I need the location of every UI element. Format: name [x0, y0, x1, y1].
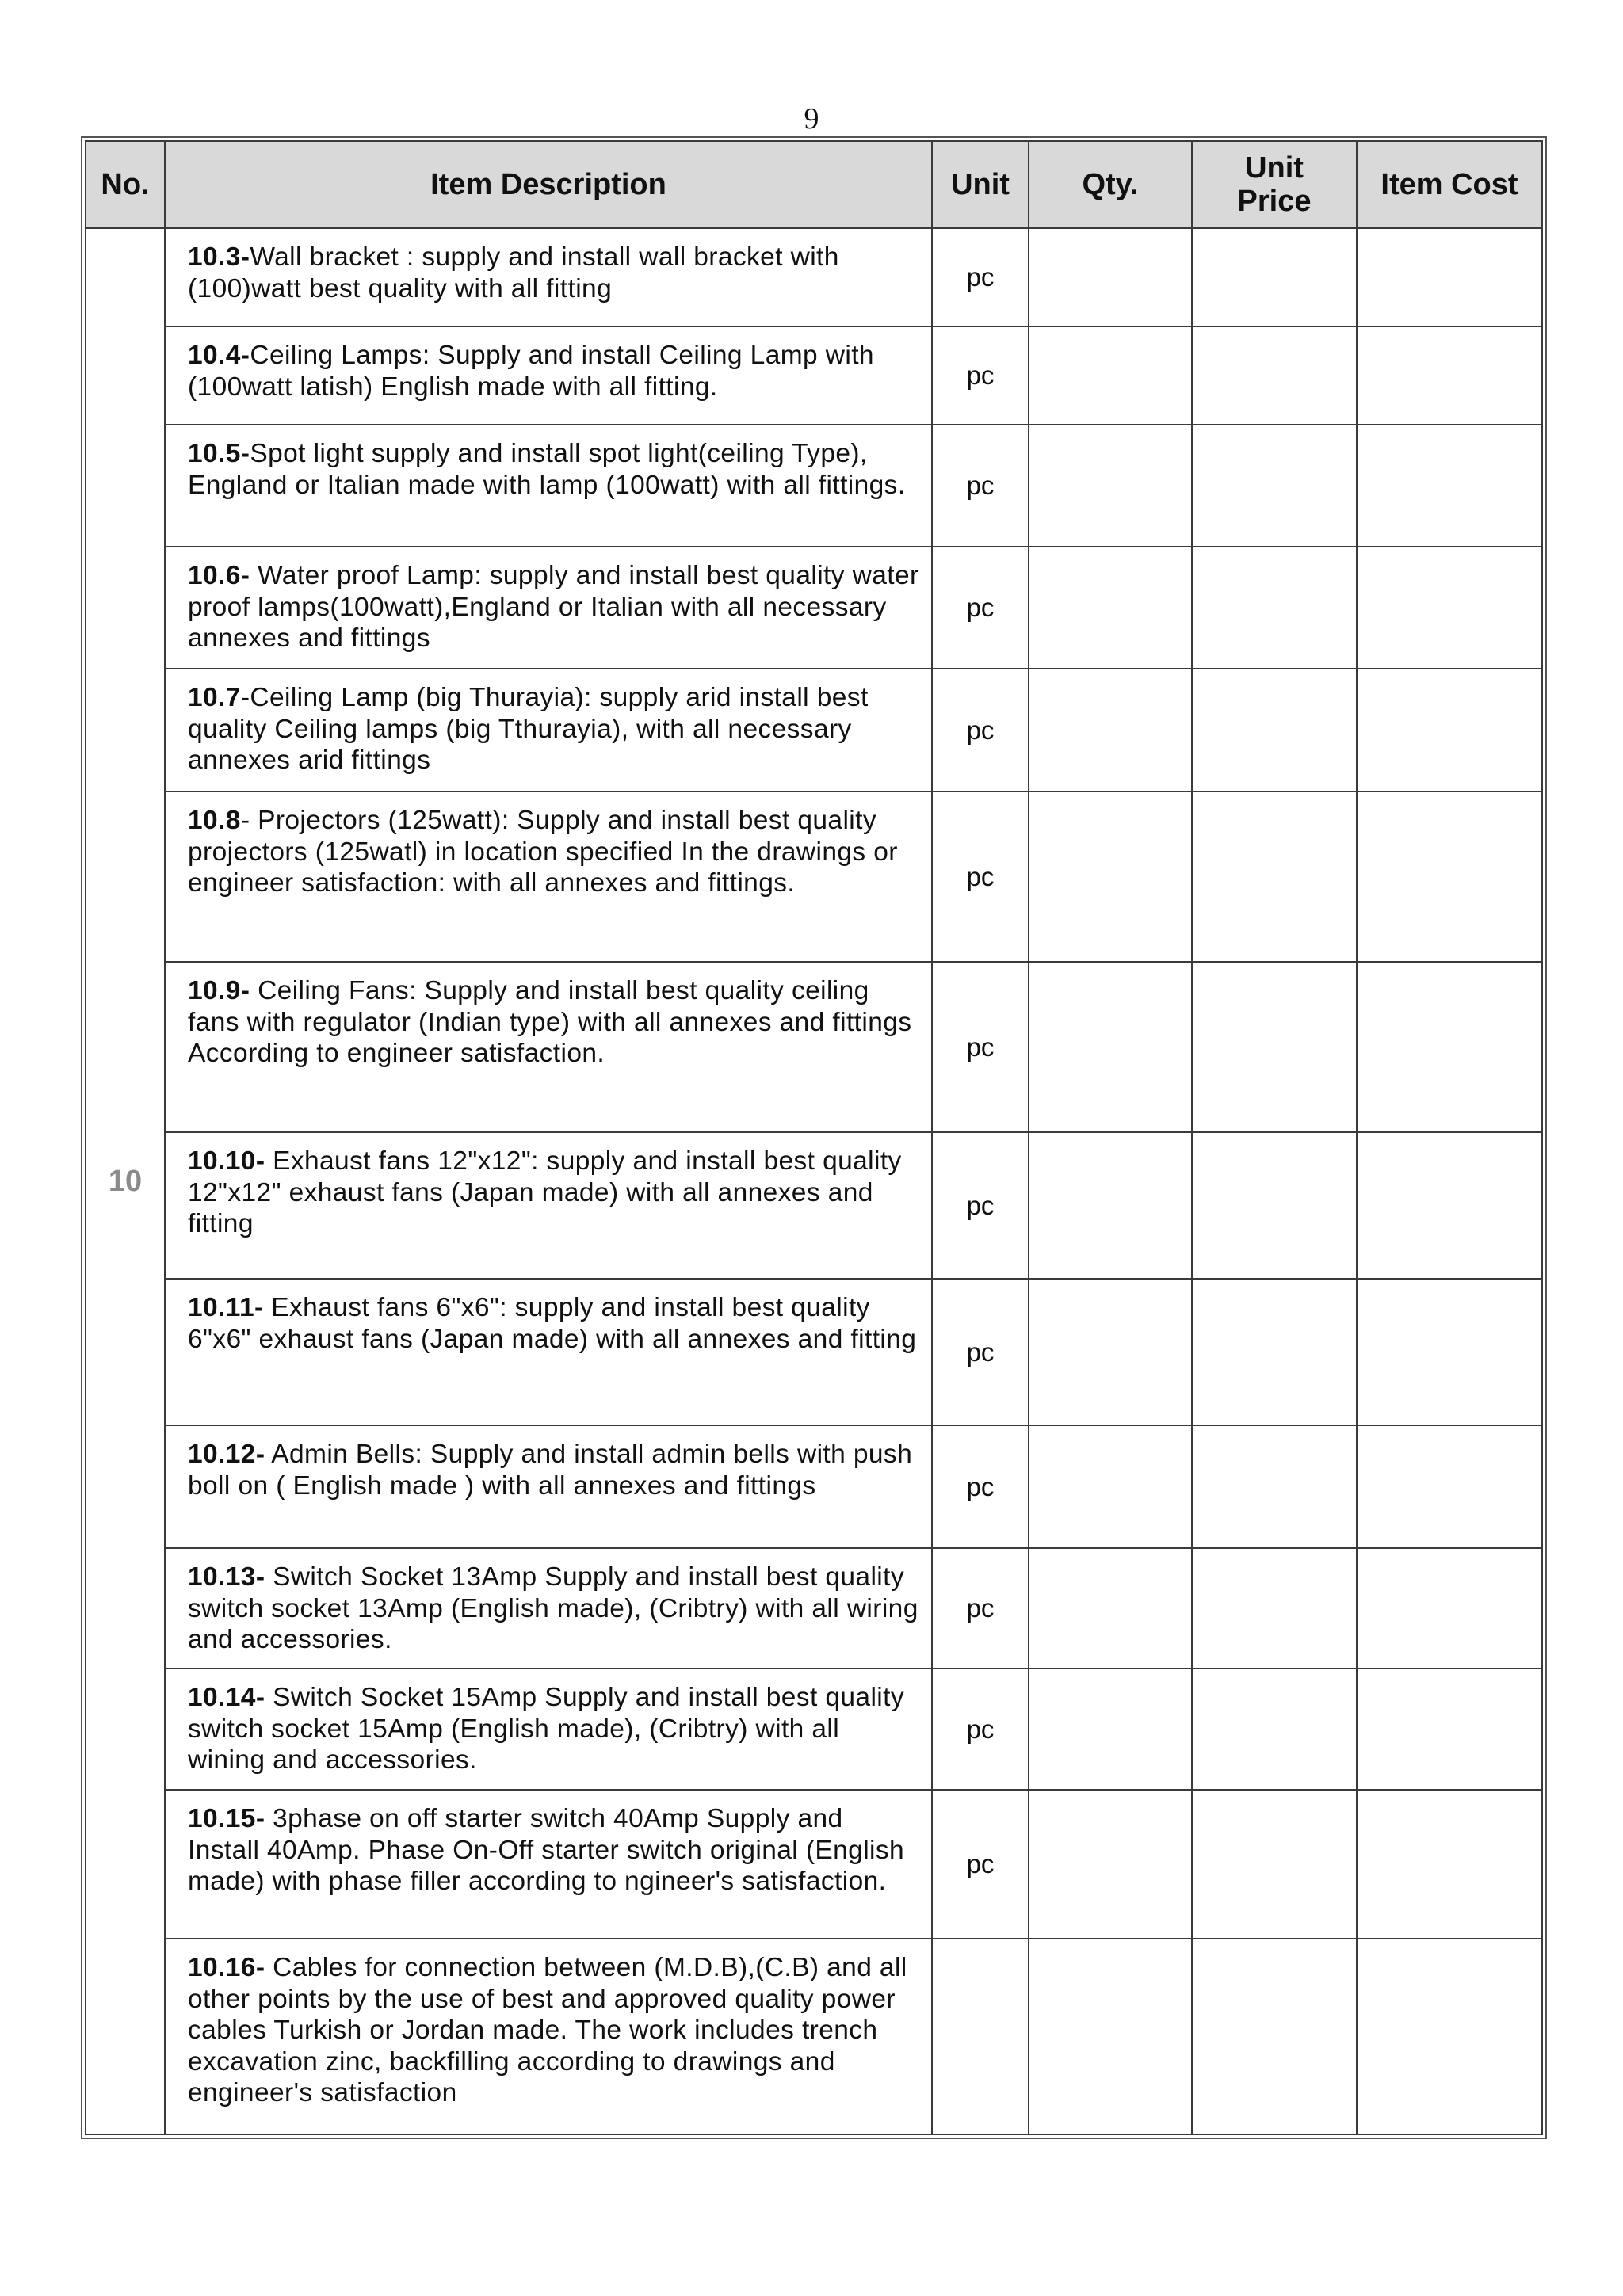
item-description	[165, 962, 932, 1132]
table-row	[86, 1548, 1542, 1669]
item-cost-cell	[1357, 669, 1542, 791]
item-cost-cell	[1357, 1939, 1542, 2134]
item-cost-cell	[1357, 547, 1542, 669]
unit-price-cell	[1192, 791, 1357, 962]
item-text: Cables for connection between (M.D.B),(C.B) and all other points by the use of best and approved quality power cables Turkish or Jordan made. The work includes trench excavation zinc, backfilling according to drawings and engineer's satisfaction	[188, 1953, 907, 2107]
qty-cell	[1029, 1548, 1192, 1669]
qty-cell	[1029, 1132, 1192, 1279]
item-text: Exhaust fans 12"x12": supply and install best quality 12"x12" exhaust fans (Japan made) with all annexes and fitting	[188, 1146, 902, 1238]
table-row	[86, 1939, 1542, 2134]
unit-cell: pc	[932, 326, 1029, 425]
item-text: Wall bracket : supply and install wall bracket with (100)watt best quality with all fitting	[188, 242, 839, 303]
unit-cell	[932, 1939, 1029, 2134]
item-text: 3phase on off starter switch 40Amp Supply and Install 40Amp. Phase On-Off starter switch original (English made) with phase filler according to ngineer's satisfaction.	[188, 1804, 905, 1896]
qty-cell	[1029, 1790, 1192, 1939]
unit-cell: pc	[932, 547, 1029, 669]
item-cost-cell	[1357, 1790, 1542, 1939]
item-cost-cell	[1357, 1548, 1542, 1669]
unit-price-cell	[1192, 547, 1357, 669]
item-cost-cell	[1357, 1279, 1542, 1425]
qty-cell	[1029, 425, 1192, 547]
item-description	[165, 547, 932, 669]
item-cost-cell	[1357, 425, 1542, 547]
item-code: 10.8	[188, 806, 241, 835]
item-text: - Projectors (125watt): Supply and install best quality projectors (125watl) in location specified In the drawings or engineer satisfaction: with all annexes and fittings.	[188, 806, 898, 898]
header-unit-price	[1192, 141, 1357, 228]
item-code: 10.4-	[188, 341, 250, 370]
item-code: 10.16-	[188, 1953, 265, 1982]
item-code: 10.5-	[188, 439, 250, 468]
table-row	[86, 1790, 1542, 1939]
unit-price-cell	[1192, 962, 1357, 1132]
unit-cell: pc	[932, 1425, 1029, 1548]
item-cost-cell	[1357, 1669, 1542, 1790]
table-header-row	[86, 141, 1542, 228]
bill-of-quantities-table	[81, 136, 1547, 2139]
table-row	[86, 1669, 1542, 1790]
item-description	[165, 228, 932, 326]
header-unit-price-label: Unit Price	[1237, 151, 1312, 218]
unit-price-cell	[1192, 1790, 1357, 1939]
item-text: Switch Socket 15Amp Supply and install best quality switch socket 15Amp (English made), (Cribtry) with all wining and accessories.	[188, 1683, 905, 1775]
item-code: 10.12-	[188, 1440, 265, 1469]
unit-price-cell	[1192, 669, 1357, 791]
item-description	[165, 1669, 932, 1790]
item-description	[165, 669, 932, 791]
header-unit: Unit	[932, 141, 1029, 228]
item-code: 10.10-	[188, 1146, 265, 1176]
item-description	[165, 1548, 932, 1669]
qty-cell	[1029, 326, 1192, 425]
item-text: Exhaust fans 6"x6": supply and install best quality 6"x6" exhaust fans (Japan made) with all annexes and fitting	[188, 1293, 917, 1354]
item-description	[165, 1132, 932, 1279]
item-text: Water proof Lamp: supply and install best quality water proof lamps(100watt),England or Italian with all necessary annexes and fittings	[188, 561, 919, 653]
item-code: 10.6-	[188, 561, 250, 590]
item-cost-cell	[1357, 791, 1542, 962]
table-row	[86, 669, 1542, 791]
table-row	[86, 228, 1542, 326]
qty-cell	[1029, 791, 1192, 962]
unit-price-cell	[1192, 1132, 1357, 1279]
qty-cell	[1029, 669, 1192, 791]
unit-cell: pc	[932, 791, 1029, 962]
item-code: 10.9-	[188, 976, 250, 1005]
table-row	[86, 326, 1542, 425]
header-no: No.	[86, 141, 165, 228]
unit-price-cell	[1192, 1669, 1357, 1790]
item-cost-cell	[1357, 326, 1542, 425]
item-code: 10.11-	[188, 1293, 264, 1322]
item-code: 10.15-	[188, 1804, 265, 1833]
item-description	[165, 1939, 932, 2134]
unit-price-cell	[1192, 425, 1357, 547]
item-code: 10.3-	[188, 242, 250, 272]
page-number: 9	[804, 102, 819, 135]
qty-cell	[1029, 547, 1192, 669]
unit-price-cell	[1192, 1279, 1357, 1425]
table-row	[86, 1425, 1542, 1548]
header-item-cost: Item Cost	[1357, 141, 1542, 228]
unit-cell: pc	[932, 425, 1029, 547]
item-cost-cell	[1357, 1425, 1542, 1548]
qty-cell	[1029, 1939, 1192, 2134]
item-cost-cell	[1357, 228, 1542, 326]
item-text: Admin Bells: Supply and install admin bells with push boll on ( English made ) with all annexes and fittings	[188, 1440, 913, 1501]
unit-cell: pc	[932, 1279, 1029, 1425]
item-description	[165, 326, 932, 425]
table-bottom-rule	[165, 2138, 1547, 2139]
unit-cell: pc	[932, 1790, 1029, 1939]
item-text: Spot light supply and install spot light(ceiling Type), England or Italian made with lamp (100watt) with all fittings.	[188, 439, 906, 500]
table-row	[86, 962, 1542, 1132]
item-description	[165, 1790, 932, 1939]
qty-cell	[1029, 228, 1192, 326]
unit-price-cell	[1192, 1548, 1357, 1669]
item-code: 10.7	[188, 683, 241, 712]
table-row	[86, 1279, 1542, 1425]
header-qty: Qty.	[1029, 141, 1192, 228]
item-cost-cell	[1357, 962, 1542, 1132]
qty-cell	[1029, 1279, 1192, 1425]
item-cost-cell	[1357, 1132, 1542, 1279]
table-row	[86, 1132, 1542, 1279]
item-description	[165, 425, 932, 547]
item-text: Ceiling Fans: Supply and install best quality ceiling fans with regulator (Indian type) with all annexes and fittings According to engineer satisfaction.	[188, 976, 912, 1068]
qty-cell	[1029, 1425, 1192, 1548]
unit-price-cell	[1192, 1425, 1357, 1548]
unit-price-cell	[1192, 228, 1357, 326]
table-row	[86, 425, 1542, 547]
unit-cell: pc	[932, 228, 1029, 326]
qty-cell	[1029, 962, 1192, 1132]
item-description	[165, 791, 932, 962]
unit-cell: pc	[932, 1548, 1029, 1669]
header-item-description: Item Description	[165, 141, 932, 228]
unit-cell: pc	[932, 1669, 1029, 1790]
item-text: Ceiling Lamps: Supply and install Ceiling Lamp with (100watt latish) English made with all fitting.	[188, 341, 874, 402]
boq-table	[85, 140, 1543, 2135]
item-description	[165, 1425, 932, 1548]
unit-cell: pc	[932, 962, 1029, 1132]
unit-price-cell	[1192, 1939, 1357, 2134]
item-text: -Ceiling Lamp (big Thurayia): supply arid install best quality Ceiling lamps (big Tthurayia), with all necessary annexes arid fittings	[188, 683, 869, 775]
table-row	[86, 547, 1542, 669]
group-number: 10	[86, 228, 165, 2134]
unit-cell: pc	[932, 669, 1029, 791]
item-code: 10.13-	[188, 1562, 265, 1592]
item-code: 10.14-	[188, 1683, 265, 1712]
item-text: Switch Socket 13Amp Supply and install best quality switch socket 13Amp (English made), (Cribtry) with all wiring and accessories.	[188, 1562, 918, 1654]
qty-cell	[1029, 1669, 1192, 1790]
table-row	[86, 791, 1542, 962]
item-description	[165, 1279, 932, 1425]
unit-price-cell	[1192, 326, 1357, 425]
unit-cell: pc	[932, 1132, 1029, 1279]
